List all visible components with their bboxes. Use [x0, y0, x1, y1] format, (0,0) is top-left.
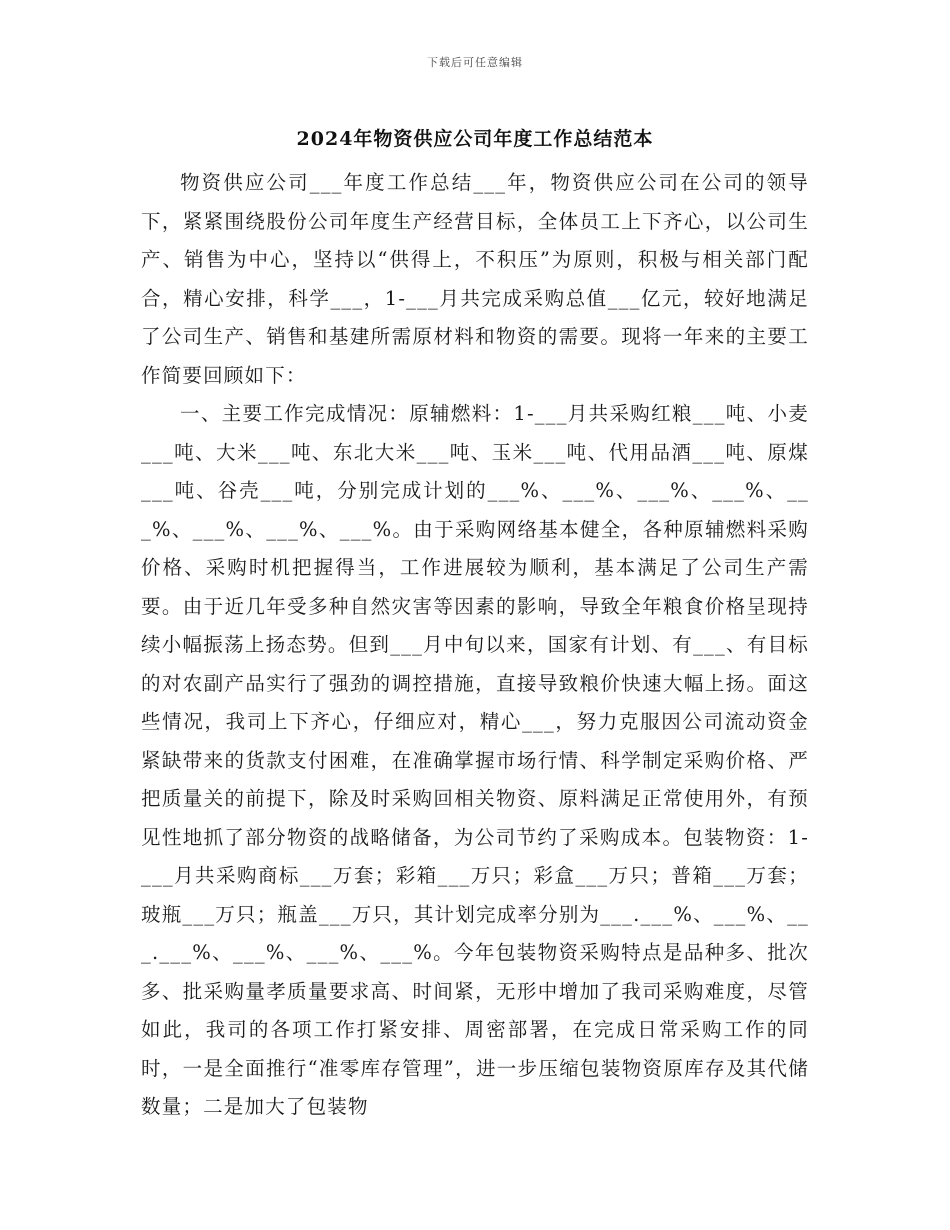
document-body	[141, 164, 809, 1127]
document-title: 2024年物资供应公司年度工作总结范本	[296, 128, 654, 150]
paragraph-main-work: 一、主要工作完成情况：原辅燃料：1-___月共采购红粮___吨、小麦___吨、大米___吨、东北大米___吨、玉米___吨、代用品酒___吨、原煤___吨、谷壳___吨，分别完成计划的___%、___%、___%、___%、___%、___%、___%、___%。由于采购网络基本健全，各种原辅燃料采购价格、采购时机把握得当，工作进展较为顺利，基本满足了公司生产需要。由于近几年受多种自然灾害等因素的影响，导致全年粮食价格呈现持续小幅振荡上扬态势。但到___月中旬以来，国家有计划、有___、有目标的对农副产品实行了强劲的调控措施，直接导致粮价快速大幅上扬。面这些情况，我司上下齐心，仔细应对，精心___，努力克服因公司流动资金紧缺带来的货款支付困难，在准确掌握市场行情、科学制定采购价格、严把质量关的前提下，除及时采购回相关物资、原料满足正常使用外，有预见性地抓了部分物资的战略储备，为公司节约了采购成本。包装物资：1-___月共采购商标___万套；彩箱___万只；彩盒___万只；普箱___万套；玻瓶___万只；瓶盖___万只，其计划完成率分别为___.___%、___%、___.___%、___%、___%、___%。今年包装物资采购特点是品种多、批次多、批采购量孝质量要求高、时间紧，无形中增加了我司采购难度，尽管如此，我司的各项工作打紧安排、周密部署，在完成日常采购工作的同时，一是全面推行“准零库存管理”，进一步压缩包装物资原库存及其代储数量；二是加大了包装物	[141, 402, 809, 1118]
paragraph-intro: 物资供应公司___年度工作总结___年，物资供应公司在公司的领导下，紧紧围绕股份公司年度生产经营目标，全体员工上下齐心，以公司生产、销售为中心，坚持以“供得上，不积压”为原则，积极与相关部门配合，精心安排，科学___，1-___月共完成采购总值___亿元，较好地满足了公司生产、销售和基建所需原材料和物资的需要。现将一年来的主要工作简要回顾如下：	[141, 171, 809, 387]
header-note: 下载后可任意编辑	[427, 56, 523, 69]
